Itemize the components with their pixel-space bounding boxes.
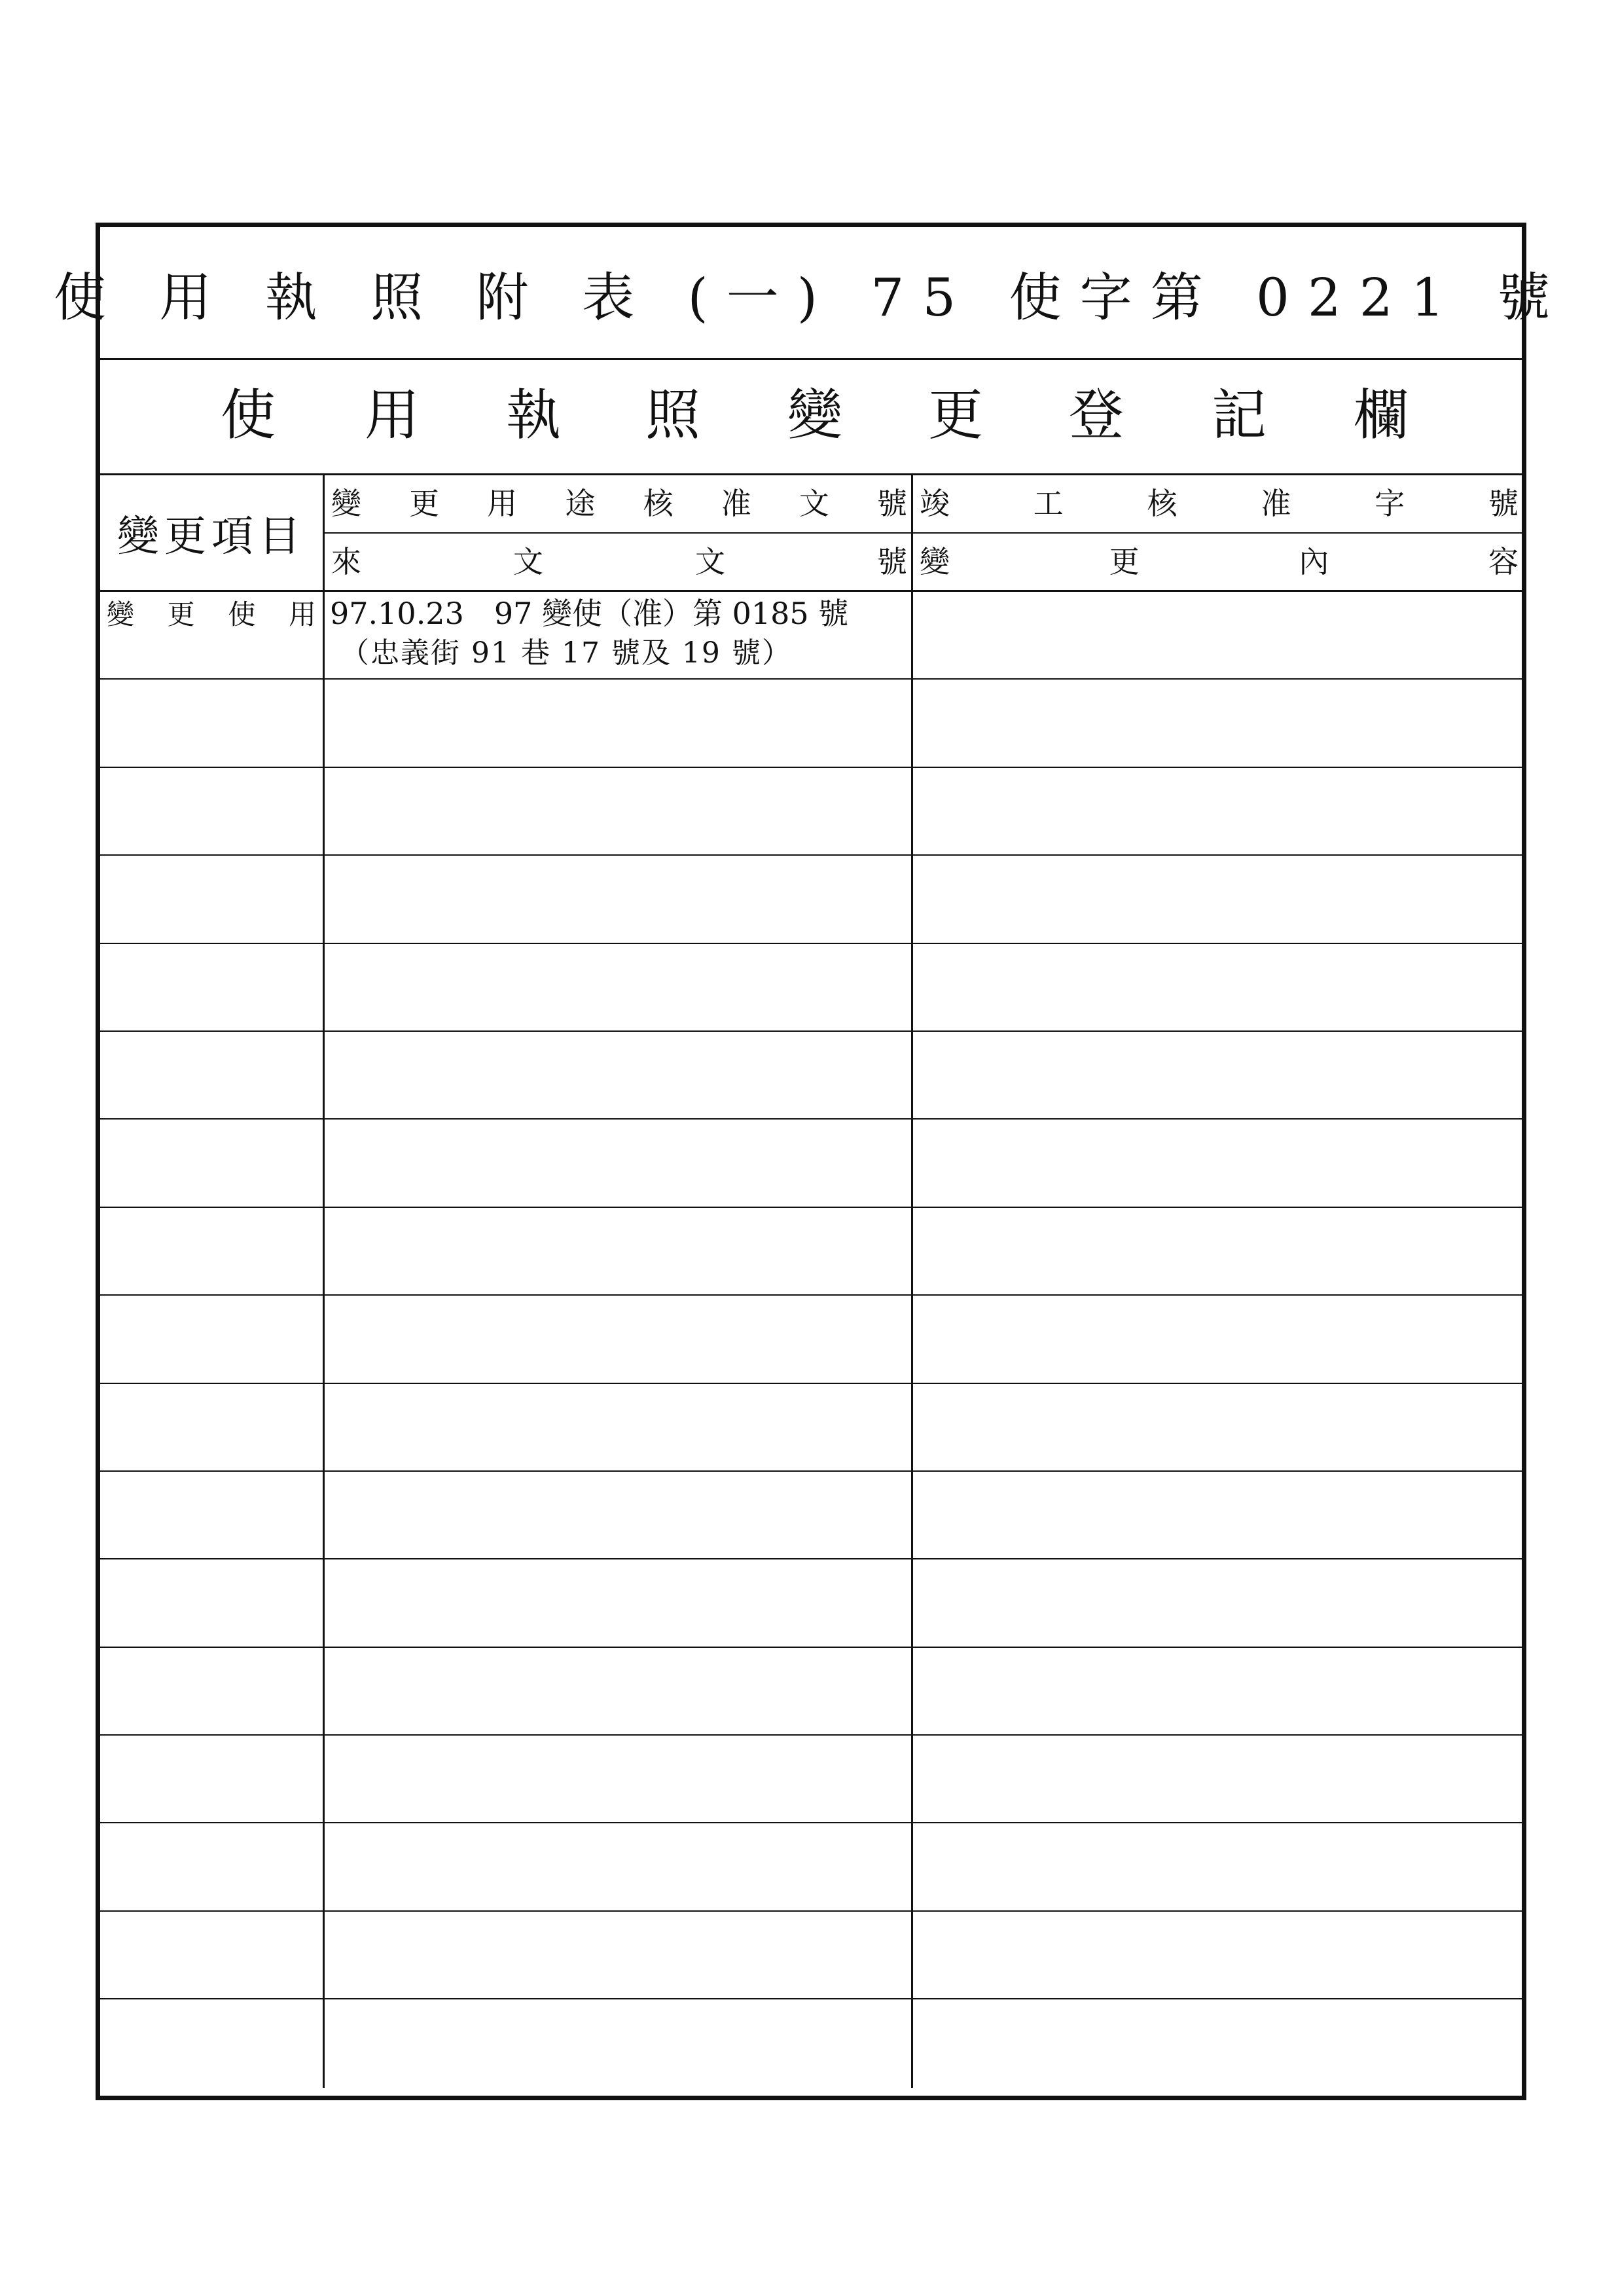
change-content-cell xyxy=(913,856,1522,942)
change-content-cell xyxy=(913,768,1522,854)
table-row xyxy=(100,592,1522,680)
table-row xyxy=(100,1823,1522,1911)
change-item-cell xyxy=(100,1648,325,1734)
document-number-cell xyxy=(325,1472,913,1558)
document-number-cell xyxy=(325,1736,913,1822)
form-subtitle-row xyxy=(100,360,1522,475)
document-number-cell xyxy=(325,1120,913,1206)
table-row xyxy=(100,856,1522,943)
subtitle-char: 登 xyxy=(1069,383,1124,447)
header-change-use-doc: 變 更 用 途 核 准 文 號 xyxy=(325,475,913,534)
table-row xyxy=(100,1912,1522,1999)
change-item-cell xyxy=(100,1208,325,1294)
document-number-cell xyxy=(325,1912,913,1998)
change-item-cell xyxy=(100,1120,325,1206)
change-item-cell xyxy=(100,1296,325,1382)
form-title-row xyxy=(53,227,1569,360)
change-content-cell xyxy=(913,1559,1522,1646)
document-number-cell xyxy=(325,768,913,854)
change-content-cell xyxy=(913,1384,1522,1470)
change-content-cell xyxy=(913,1032,1522,1118)
header-change-content: 變 更 內 容 xyxy=(920,544,1519,579)
form-title: 使 用 執 照 附 表 (一) 75 使字第 0221 號 xyxy=(53,266,1569,328)
table-row xyxy=(100,1384,1522,1472)
document-number-cell xyxy=(325,1384,913,1470)
change-content-cell xyxy=(913,944,1522,1030)
change-content-cell xyxy=(913,1912,1522,1998)
table-row xyxy=(100,768,1522,856)
change-item-cell xyxy=(100,1032,325,1118)
change-item-cell xyxy=(100,1472,325,1558)
change-item-cell: 變 更 使 用 xyxy=(100,592,325,678)
header-completion-doc: 竣 工 核 准 字 號 xyxy=(913,475,1522,534)
table-row xyxy=(100,1472,1522,1559)
header-incoming-doc: 來 文 文 號 xyxy=(325,534,913,592)
change-item-cell xyxy=(100,680,325,766)
change-content-cell xyxy=(913,1736,1522,1822)
subtitle-char: 記 xyxy=(1212,383,1267,447)
change-item-cell xyxy=(100,1912,325,1998)
change-content-cell xyxy=(913,592,1522,678)
table-row xyxy=(100,1736,1522,1823)
document-number-cell xyxy=(325,1823,913,1910)
subtitle-char: 執 xyxy=(506,383,562,447)
change-content-cell xyxy=(913,1208,1522,1294)
permit-annex-form xyxy=(53,223,1569,2100)
subtitle-char: 使 xyxy=(221,383,276,447)
document-number: 97.10.23 97 變使（准）第 0185 號 xyxy=(330,596,849,631)
table-row xyxy=(100,1999,1522,2087)
document-number-cell xyxy=(325,1999,913,2087)
table-row xyxy=(100,944,1522,1032)
table-header xyxy=(100,475,1522,592)
subtitle-char: 欄 xyxy=(1354,383,1409,447)
document-number-cell xyxy=(325,1296,913,1382)
header-change-item: 變更項目 xyxy=(100,475,325,590)
table-row xyxy=(100,1559,1522,1647)
table-row xyxy=(100,1296,1522,1383)
table-body xyxy=(100,592,1522,2088)
change-content-cell xyxy=(913,1120,1522,1206)
subtitle-char: 變 xyxy=(787,383,843,447)
document-number-cell xyxy=(325,680,913,766)
change-item-cell xyxy=(100,856,325,942)
change-content-cell xyxy=(913,680,1522,766)
subtitle-char: 照 xyxy=(645,383,701,447)
table-row xyxy=(100,1120,1522,1207)
subtitle-char: 更 xyxy=(928,383,984,447)
change-item-cell xyxy=(100,1736,325,1822)
document-number-cell xyxy=(325,856,913,942)
change-item-cell xyxy=(100,944,325,1030)
document-number-cell xyxy=(325,1648,913,1734)
table-row xyxy=(100,1648,1522,1736)
subtitle-char: 用 xyxy=(365,383,420,447)
change-content-cell xyxy=(913,1999,1522,2087)
change-item-cell xyxy=(100,1999,325,2087)
document-number-cell xyxy=(325,1208,913,1294)
change-item-cell xyxy=(100,768,325,854)
document-number-cell xyxy=(325,944,913,1030)
document-number-cell xyxy=(325,1559,913,1646)
table-row xyxy=(100,680,1522,767)
table-row xyxy=(100,1032,1522,1120)
change-item-cell xyxy=(100,1384,325,1470)
change-content-cell xyxy=(913,1648,1522,1734)
document-number-cell xyxy=(325,1032,913,1118)
document-number-cell xyxy=(325,592,913,678)
table-row xyxy=(100,1208,1522,1296)
change-content-cell xyxy=(913,1296,1522,1382)
address-note: （忠義街 91 巷 17 號及 19 號） xyxy=(340,636,792,670)
change-content-cell xyxy=(913,1823,1522,1910)
change-content-cell xyxy=(913,1472,1522,1558)
change-item-cell xyxy=(100,1559,325,1646)
change-item-cell xyxy=(100,1823,325,1910)
